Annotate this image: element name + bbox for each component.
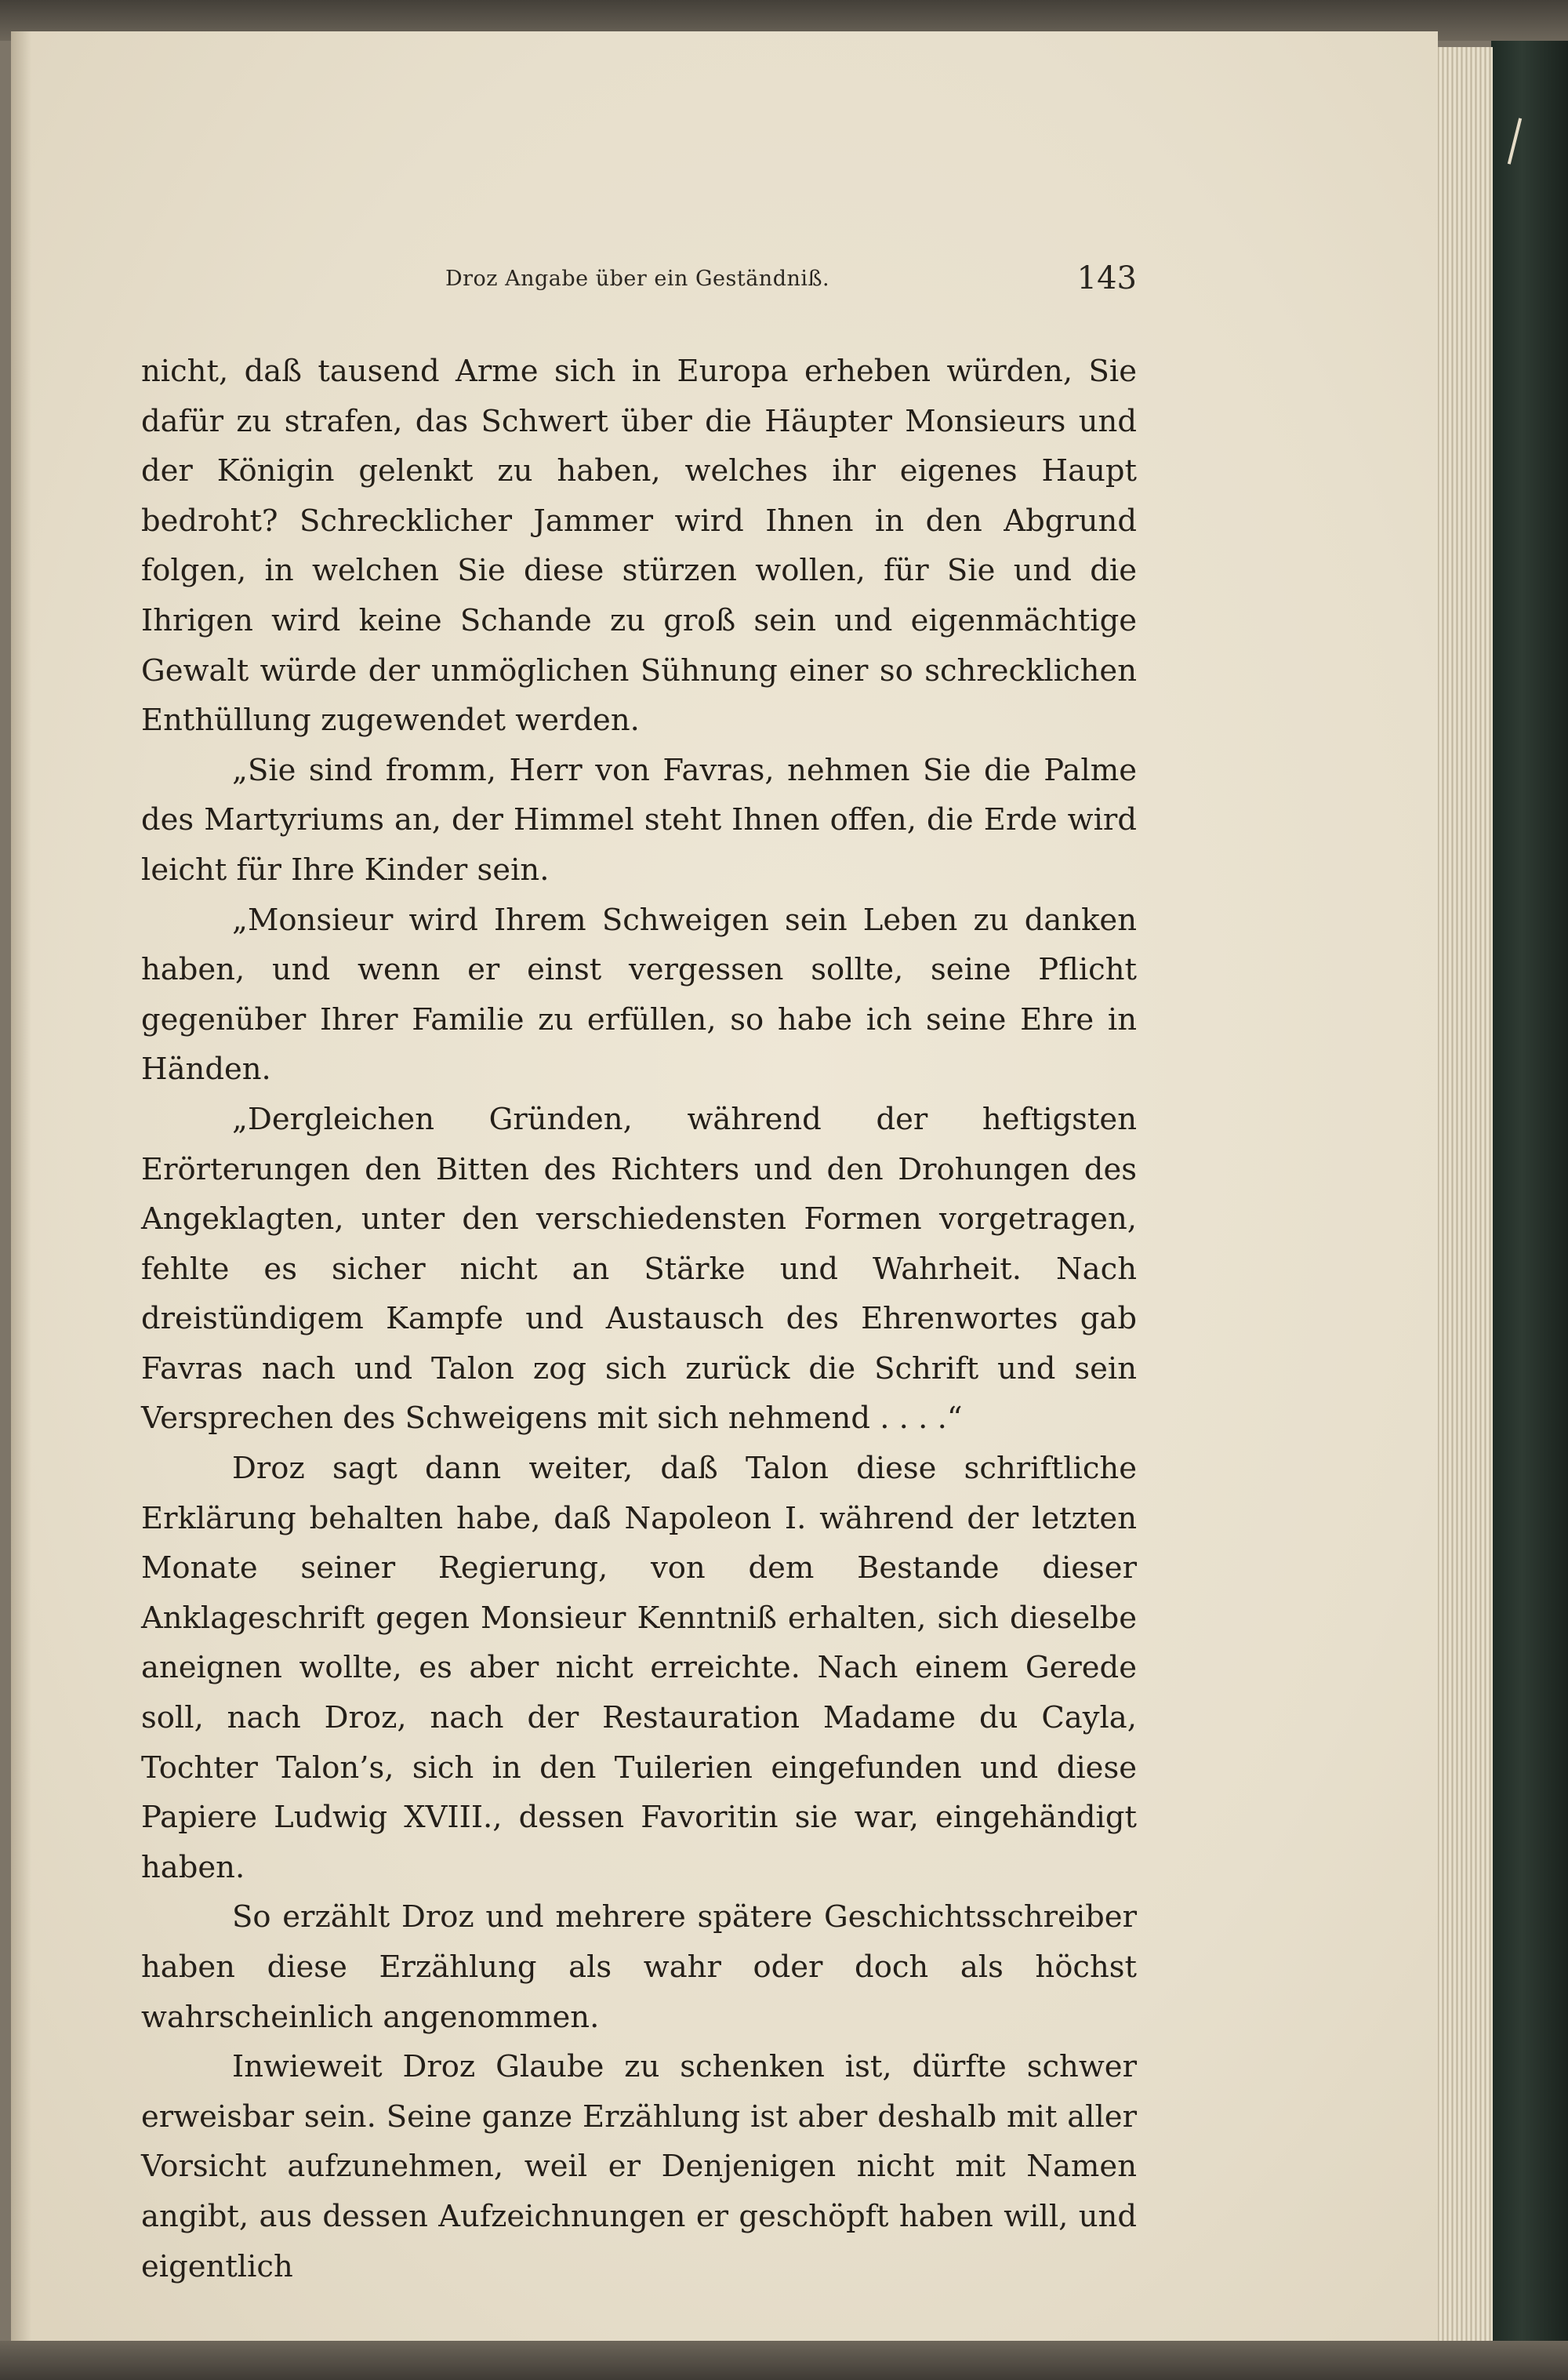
scan-bottom-edge xyxy=(0,2341,1568,2380)
page-number: 143 xyxy=(1076,260,1137,296)
paragraph: „Monsieur wird Ihrem Schweigen sein Leben zu danken haben, und wenn er einst vergessen sollte, seine Pflicht gegenüber Ihrer Familie zu erfüllen, so habe ich seine Ehre in Händen. xyxy=(141,902,1137,1088)
book-cover-edge xyxy=(1491,41,1568,2346)
page-header xyxy=(141,260,1137,304)
paragraph: So erzählt Droz und mehrere spätere Geschichtsschreiber haben diese Erzählung als wahr oder doch als höchst wahrscheinlich angenommen. xyxy=(141,1899,1137,2035)
gutter-shadow xyxy=(11,31,31,2345)
body-text xyxy=(141,347,1137,2291)
paragraph: Droz sagt dann weiter, daß Talon diese schriftliche Erklärung behalten habe, daß Napoleon I. während der letzten Monate seiner Regierung, von dem Bestande dieser Anklageschrift gegen Monsieur Kenntniß erhalten, sich dieselbe aneignen wollte, es aber nicht erreichte. Nach einem Gerede soll, nach Droz, nach der Restauration Madame du Cayla, Tochter Talon’s, sich in den Tuilerien eingefunden und diese Papiere Ludwig XVIII., dessen Favoritin sie war, eingehändigt haben. xyxy=(141,1451,1137,1885)
paragraph-continuation: nicht, daß tausend Arme sich in Europa erheben würden, Sie dafür zu strafen, das Schwert über die Häupter Monsieurs und der Königin gelenkt zu haben, welches ihr eigenes Haupt bedroht? Schrecklicher Jammer wird Ihnen in den Abgrund folgen, in welchen Sie diese stürzen wollen, für Sie und die Ihrigen wird keine Schande zu groß sein und eigenmächtige Gewalt würde der unmöglichen Sühnung einer so schrecklichen Enthüllung zugewendet werden. xyxy=(141,354,1137,739)
paragraph: „Sie sind fromm, Herr von Favras, nehmen Sie die Palme des Martyriums an, der Himmel steht Ihnen offen, die Erde wird leicht für Ihre Kinder sein. xyxy=(141,752,1137,888)
running-head: Droz Angabe über ein Geständniß. xyxy=(445,267,830,291)
paragraph: Inwieweit Droz Glaube zu schenken ist, dürfte schwer erweisbar sein. Seine ganze Erzählung ist aber deshalb mit aller Vorsicht aufzunehmen, weil er Denjenigen nicht mit Namen angibt, aus dessen Aufzeichnungen er geschöpft haben will, und eigentlich xyxy=(141,2049,1137,2284)
paragraph: „Dergleichen Gründen, während der heftigsten Erörterungen den Bitten des Richters und den Drohungen des Angeklagten, unter den verschiedensten Formen vorgetragen, fehlte es sicher nicht an Stärke und Wahrheit. Nach dreistündigem Kampfe und Austausch des Ehrenwortes gab Favras nach und Talon zog sich zurück die Schrift und sein Versprechen des Schweigens mit sich nehmend . . . .“ xyxy=(141,1101,1137,1437)
